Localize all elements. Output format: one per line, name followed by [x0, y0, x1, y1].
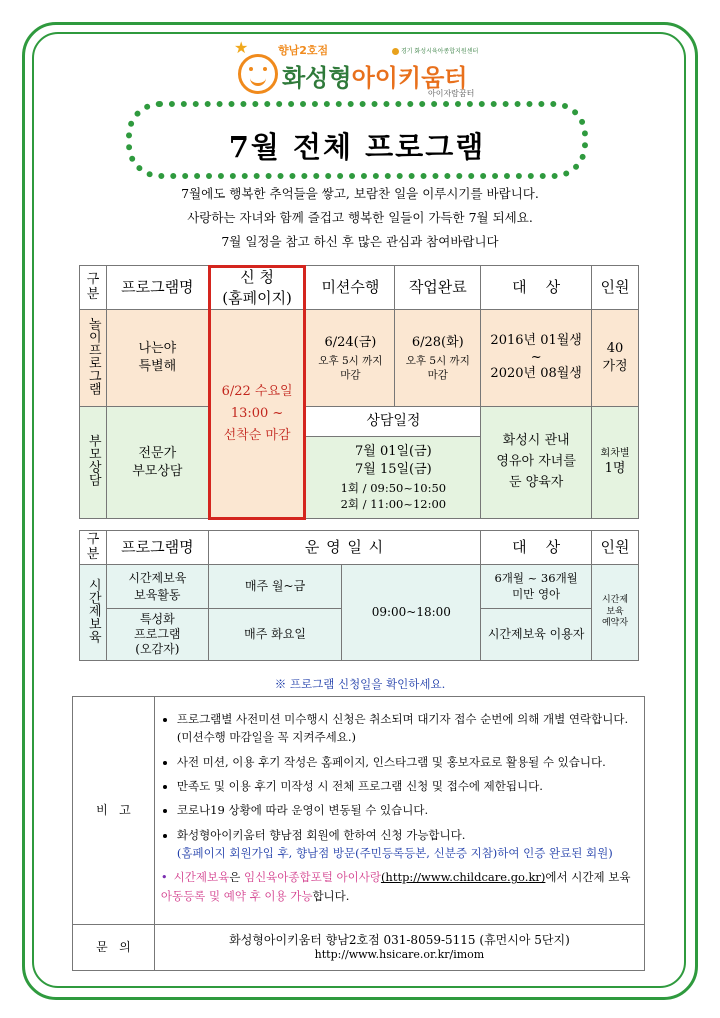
care-row1-target: 6개월 ~ 36개월 미만 영아: [481, 565, 592, 609]
page-title: 7월 전체 프로그램: [228, 130, 486, 164]
care-category: 시간제보육: [80, 565, 107, 661]
apply-date: 6/22 수요일 13:00 ~ 선착순 마감: [208, 310, 306, 519]
partner-text: 경기 화성시육아종합지원센터: [401, 48, 479, 55]
care-time: 09:00~18:00: [342, 565, 481, 661]
row1-category: 놀이프로그램: [80, 310, 107, 407]
row1-people: 40 가정: [592, 310, 639, 407]
remark-care-b: 은: [229, 870, 244, 885]
care-row2-program: 특성화 프로그램 (오감자): [106, 609, 208, 661]
remark-item: • 프로그램별 사전미션 미수행시 신청은 취소되며 대기자 접수 순번에 의해 개별 연락합니다.(미션수행 마감일을 꼭 지켜주세요.): [177, 710, 638, 747]
header-people: 인원: [592, 266, 639, 310]
row2-sessions: 1회 / 09:50~10:50 2회 / 11:00~12:00: [340, 481, 447, 511]
childcare-link[interactable]: (http://www.childcare.go.kr): [380, 870, 546, 885]
care-header-program: 프로그램명: [106, 531, 208, 565]
notice-text: ※ 프로그램 신청일을 확인하세요.: [274, 677, 446, 691]
contact-label: 문 의: [73, 925, 155, 971]
care-row1-days: 매주 월~금: [208, 565, 342, 609]
row2-program: 전문가 부모상담: [106, 407, 208, 519]
care-header-target: 대 상: [481, 531, 592, 565]
row2-schedule: [306, 437, 481, 519]
remark-item: • 사전 미션, 이용 후기 작성은 홈페이지, 인스타그램 및 홍보자료로 활용될 수 있습니다.: [177, 753, 638, 771]
row2-category: 부모상담: [80, 407, 107, 519]
row1-mission-time: 오후 5시 까지 마감: [318, 354, 383, 381]
header-complete: 작업완료: [395, 266, 481, 310]
care-people: 시간제 보육 예약자: [592, 565, 639, 661]
row2-schedule-header: 상담일정: [306, 407, 481, 437]
row1-mission: [306, 310, 395, 407]
care-row1-program: 시간제보육 보육활동: [106, 565, 208, 609]
header-category: 구 분: [80, 266, 107, 310]
remark-care-a: 시간제보육: [173, 870, 230, 885]
logo-brand-green: 화성형: [282, 64, 352, 92]
contact-line-1: 화성형아이키움터 향남2호점 031-8059-5115 (휴먼시아 5단지): [229, 932, 570, 947]
row1-mission-date: 6/24(금): [324, 335, 377, 351]
remark-care-c: 임신육아종합포털 아이사랑: [243, 870, 381, 885]
contact-link[interactable]: http://www.hsicare.or.kr/imom: [314, 948, 485, 962]
star-icon: ★: [234, 38, 249, 57]
logo-sub: 아이자람꿈터: [428, 89, 475, 98]
remark-care-f: 아동등록 및 예약 후 이용 가능: [160, 888, 313, 903]
remark-care-e: 에서 시간제 보육: [545, 870, 631, 885]
logo-brand-orange: 아이키움터: [351, 64, 468, 92]
smiley-face-icon: [238, 54, 278, 94]
remarks-label: 비 고: [73, 697, 155, 925]
intro-line-1: 7월에도 행복한 추억들을 쌓고, 보람찬 일을 이루시기를 바랍니다.: [181, 186, 539, 201]
care-header-category: 구 분: [80, 531, 107, 565]
row2-people-label: 회차별: [600, 447, 630, 459]
program-table: [79, 265, 639, 519]
remark-item: • 코로나19 상황에 따라 운영이 변동될 수 있습니다.: [177, 801, 638, 819]
remarks-content: [154, 697, 644, 925]
intro-line-2: 사랑하는 자녀와 함께 즐겁고 행복한 일들이 가득한 7월 되세요.: [187, 210, 533, 225]
row1-complete-date: 6/28(화): [411, 335, 464, 351]
remarks-table: [72, 696, 645, 971]
contact-info: [154, 925, 644, 971]
intro-line-3: 7월 일정을 참고 하신 후 많은 관심과 참여바랍니다: [221, 234, 499, 249]
care-table: [79, 530, 639, 661]
care-row2-days: 매주 화요일: [208, 609, 342, 661]
care-row2-target: 시간제보육 이용자: [481, 609, 592, 661]
partner-logo: [392, 46, 478, 55]
remark-care-g: 합니다.: [312, 888, 350, 903]
header-apply: 신 청 (홈페이지): [208, 266, 306, 310]
bullet-icon: •: [160, 870, 168, 885]
row2-target: 화성시 관내 영유아 자녀를 둔 양육자: [481, 407, 592, 519]
row1-complete-time: 오후 5시 까지 마감: [405, 354, 470, 381]
row2-schedule-dates: 7월 01일(금) 7월 15일(금): [354, 443, 432, 477]
care-header-people: 인원: [592, 531, 639, 565]
row1-complete: [395, 310, 481, 407]
header-target: 대 상: [481, 266, 592, 310]
partner-icon: [392, 48, 399, 55]
remark-item: [177, 826, 638, 863]
remark-member-text: 화성형아이키움터 향남점 회원에 한하여 신청 가능합니다.: [176, 827, 466, 842]
care-header-schedule: 운 영 일 시: [208, 531, 480, 565]
remark-member-note: (홈페이지 회원가입 후, 향남점 방문(주민등록등본, 신분증 지참)하여 인증 완료된 회원): [176, 846, 613, 861]
row2-people-count: 1명: [604, 461, 626, 477]
title-box: [126, 101, 588, 179]
remark-item: [161, 868, 638, 905]
header-mission: 미션수행: [306, 266, 395, 310]
row1-program: 나는야 특별해: [106, 310, 208, 407]
header-program: 프로그램명: [106, 266, 208, 310]
row1-target: 2016년 01월생 ~ 2020년 08월생: [481, 310, 592, 407]
center-logo: [232, 38, 492, 104]
remark-item: • 만족도 및 이용 후기 미작성 시 전체 프로그램 신청 및 접수에 제한됩니다.: [177, 777, 638, 795]
row2-people: [592, 407, 639, 519]
logo-branch: 향남2호점: [278, 44, 329, 57]
